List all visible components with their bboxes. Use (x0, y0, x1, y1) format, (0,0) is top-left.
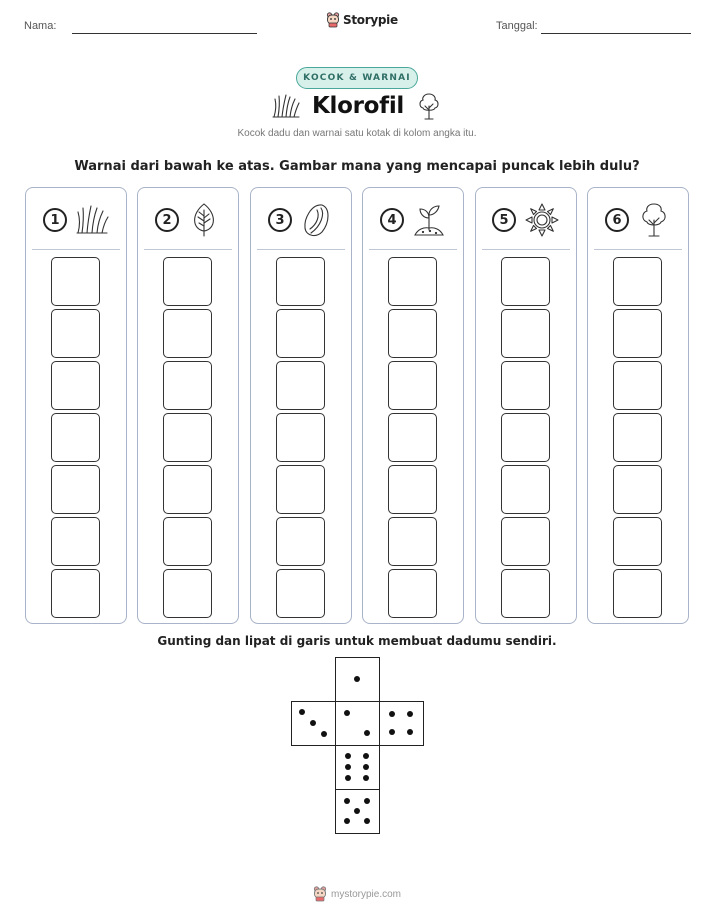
color-box[interactable] (501, 517, 550, 566)
color-box[interactable] (276, 361, 325, 410)
column-divider (594, 249, 682, 250)
color-box[interactable] (51, 413, 100, 462)
pip (354, 808, 360, 814)
column-number: 5 (492, 208, 516, 232)
color-box[interactable] (51, 517, 100, 566)
name-line[interactable] (72, 33, 257, 34)
storypie-logo (326, 12, 398, 28)
color-box[interactable] (163, 569, 212, 618)
activity-badge: KOCOK & WARNAI (296, 67, 418, 89)
column-divider (32, 249, 120, 250)
brand-name: Storypie (343, 13, 398, 27)
date-line[interactable] (541, 33, 691, 34)
color-box[interactable] (163, 309, 212, 358)
color-box[interactable] (163, 413, 212, 462)
color-box[interactable] (613, 257, 662, 306)
pip (345, 764, 351, 770)
dice-face-6 (335, 745, 380, 790)
column-number: 2 (155, 208, 179, 232)
color-box[interactable] (51, 361, 100, 410)
color-box[interactable] (501, 413, 550, 462)
color-box[interactable] (51, 309, 100, 358)
pip (310, 720, 316, 726)
footer (0, 886, 714, 902)
pip (321, 731, 327, 737)
dice-face-5 (335, 789, 380, 834)
column-2 (137, 187, 239, 624)
color-box[interactable] (613, 465, 662, 514)
color-box[interactable] (613, 361, 662, 410)
grass-icon (75, 203, 109, 237)
column-number: 1 (43, 208, 67, 232)
pip (364, 730, 370, 736)
color-box[interactable] (501, 465, 550, 514)
color-box[interactable] (388, 517, 437, 566)
column-number: 4 (380, 208, 404, 232)
tree-icon (416, 92, 442, 120)
instruction: Warnai dari bawah ke atas. Gambar mana yang mencapai puncak lebih dulu? (74, 159, 640, 174)
color-box[interactable] (276, 569, 325, 618)
color-box[interactable] (276, 309, 325, 358)
pip (344, 710, 350, 716)
color-box[interactable] (501, 361, 550, 410)
color-box[interactable] (51, 257, 100, 306)
color-box[interactable] (276, 413, 325, 462)
page-title: Klorofil (311, 93, 405, 119)
pip (389, 711, 395, 717)
cut-instruction: Gunting dan lipat di garis untuk membuat dadumu sendiri. (157, 634, 557, 648)
pip (299, 709, 305, 715)
column-4 (362, 187, 464, 624)
column-number: 3 (268, 208, 292, 232)
color-box[interactable] (613, 413, 662, 462)
color-box[interactable] (501, 257, 550, 306)
pip (345, 775, 351, 781)
pip (354, 676, 360, 682)
storypie-mascot-icon (326, 12, 340, 28)
title-row (0, 92, 714, 120)
column-divider (144, 249, 232, 250)
color-box[interactable] (388, 569, 437, 618)
color-box[interactable] (163, 361, 212, 410)
color-box[interactable] (501, 309, 550, 358)
color-box[interactable] (613, 517, 662, 566)
pip (363, 753, 369, 759)
color-box[interactable] (388, 361, 437, 410)
pip (345, 753, 351, 759)
column-5 (475, 187, 577, 624)
pip (407, 711, 413, 717)
column-divider (482, 249, 570, 250)
grass-icon (272, 93, 300, 119)
color-box[interactable] (163, 517, 212, 566)
color-box[interactable] (51, 465, 100, 514)
column-1 (25, 187, 127, 624)
color-box[interactable] (163, 257, 212, 306)
color-box[interactable] (276, 465, 325, 514)
pip (364, 818, 370, 824)
date-label: Tanggal: (496, 20, 538, 32)
color-box[interactable] (163, 465, 212, 514)
tree-icon (637, 202, 671, 238)
name-label: Nama: (24, 20, 57, 32)
column-divider (257, 249, 345, 250)
pip (363, 764, 369, 770)
dice-face-4 (379, 701, 424, 746)
color-box[interactable] (388, 465, 437, 514)
pip (407, 729, 413, 735)
color-box[interactable] (276, 257, 325, 306)
column-divider (369, 249, 457, 250)
color-box[interactable] (501, 569, 550, 618)
pip (363, 775, 369, 781)
subtitle: Kocok dadu dan warnai satu kotak di kolom angka itu. (237, 128, 477, 139)
footer-url[interactable]: mystorypie.com (330, 888, 401, 900)
pip (344, 798, 350, 804)
leaf-icon (187, 202, 221, 238)
color-box[interactable] (388, 413, 437, 462)
column-3 (250, 187, 352, 624)
dice-face-1 (335, 657, 380, 702)
color-box[interactable] (388, 257, 437, 306)
color-box[interactable] (388, 309, 437, 358)
column-number: 6 (605, 208, 629, 232)
color-box[interactable] (613, 309, 662, 358)
pip (364, 798, 370, 804)
color-box[interactable] (613, 569, 662, 618)
dice-face-3 (291, 701, 336, 746)
dice-face-2 (335, 701, 380, 746)
color-box[interactable] (276, 517, 325, 566)
sun-icon (524, 202, 560, 238)
pip (389, 729, 395, 735)
color-box[interactable] (51, 569, 100, 618)
seed-icon (300, 202, 334, 238)
column-6 (587, 187, 689, 624)
sprout-icon (412, 202, 446, 238)
pip (344, 818, 350, 824)
storypie-mascot-icon (313, 886, 327, 902)
